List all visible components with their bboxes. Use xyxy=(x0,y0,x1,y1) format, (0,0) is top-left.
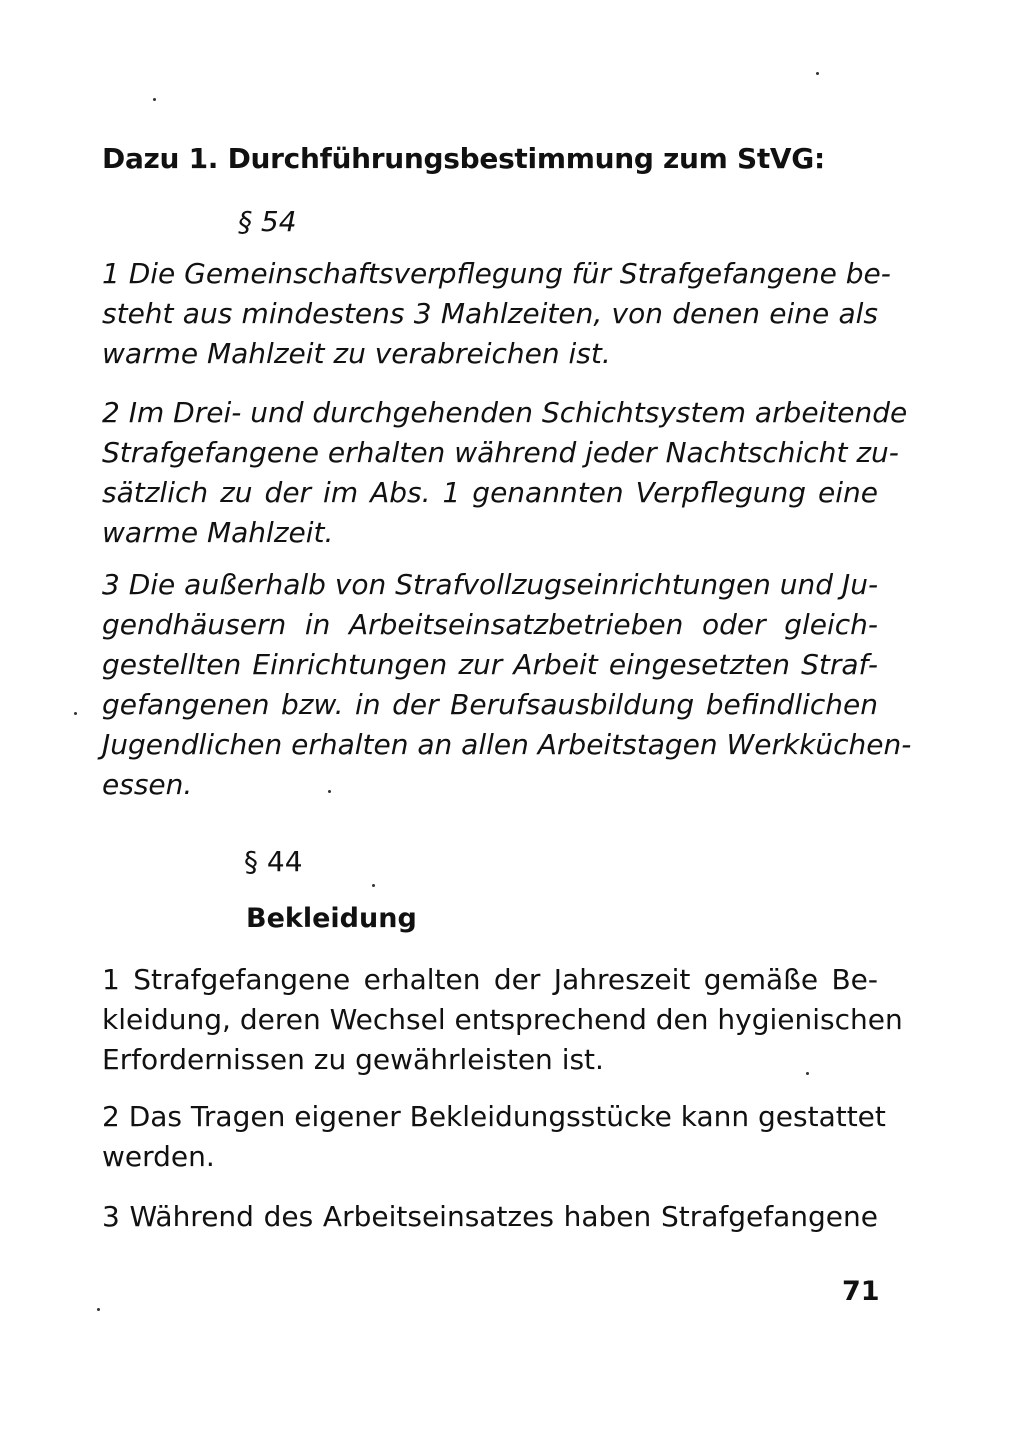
scan-speck xyxy=(97,1308,100,1311)
section-44-mark: § 44 xyxy=(244,845,303,878)
text-line: 3 Die außerhalb von Strafvollzugseinrichtungen und Ju- xyxy=(102,568,879,601)
scan-speck xyxy=(372,884,375,887)
text-line: 1 Die Gemeinschaftsverpflegung für Strafgefangene be- xyxy=(102,257,891,290)
scan-speck xyxy=(806,1072,809,1075)
section-44-paragraph-2 xyxy=(102,1097,886,1177)
text-line: Erfordernissen zu gewährleisten ist. xyxy=(102,1043,604,1076)
scan-speck xyxy=(328,790,331,793)
section-44-paragraph-3 xyxy=(102,1197,878,1237)
section-44-title: Bekleidung xyxy=(246,903,417,934)
text-line: Jugendlichen erhalten an allen Arbeitstagen Werkküchen- xyxy=(102,728,912,761)
text-line: warme Mahlzeit zu verabreichen ist. xyxy=(102,337,611,370)
text-line: 2 Das Tragen eigener Bekleidungsstücke kann gestattet xyxy=(102,1100,886,1133)
text-line: Strafgefangene erhalten während jeder Nachtschicht zu- xyxy=(102,436,899,469)
text-line: steht aus mindestens 3 Mahlzeiten, von denen eine als xyxy=(102,297,878,330)
text-line: gestellten Einrichtungen zur Arbeit eingesetzten Straf- xyxy=(102,648,878,681)
text-line: warme Mahlzeit. xyxy=(102,516,334,549)
text-line: 2 Im Drei- und durchgehenden Schichtsystem arbeitende xyxy=(102,396,908,429)
text-line: essen. xyxy=(102,768,193,801)
text-line: sätzlich zu der im Abs. 1 genannten Verpflegung eine xyxy=(102,476,878,509)
text-line: 3 Während des Arbeitseinsatzes haben Strafgefangene xyxy=(102,1200,878,1233)
text-line: kleidung, deren Wechsel entsprechend den hygienischen xyxy=(102,1003,903,1036)
page-number: 71 xyxy=(842,1276,880,1307)
scan-speck xyxy=(153,98,156,101)
text-line: 1 Strafgefangene erhalten der Jahreszeit gemäße Be- xyxy=(102,963,878,996)
section-54-paragraph-1 xyxy=(102,254,891,374)
section-54-mark: § 54 xyxy=(238,205,297,238)
section-54-paragraph-2 xyxy=(102,393,908,553)
section-44-paragraph-1 xyxy=(102,960,903,1080)
main-heading: Dazu 1. Durchführungsbestimmung zum StVG: xyxy=(102,142,825,175)
text-line: gefangenen bzw. in der Berufsausbildung befindlichen xyxy=(102,688,878,721)
section-54-paragraph-3 xyxy=(102,565,912,805)
text-line: werden. xyxy=(102,1140,215,1173)
scan-speck xyxy=(74,712,77,715)
scan-speck xyxy=(816,72,819,75)
text-line: gendhäusern in Arbeitseinsatzbetrieben oder gleich- xyxy=(102,608,878,641)
